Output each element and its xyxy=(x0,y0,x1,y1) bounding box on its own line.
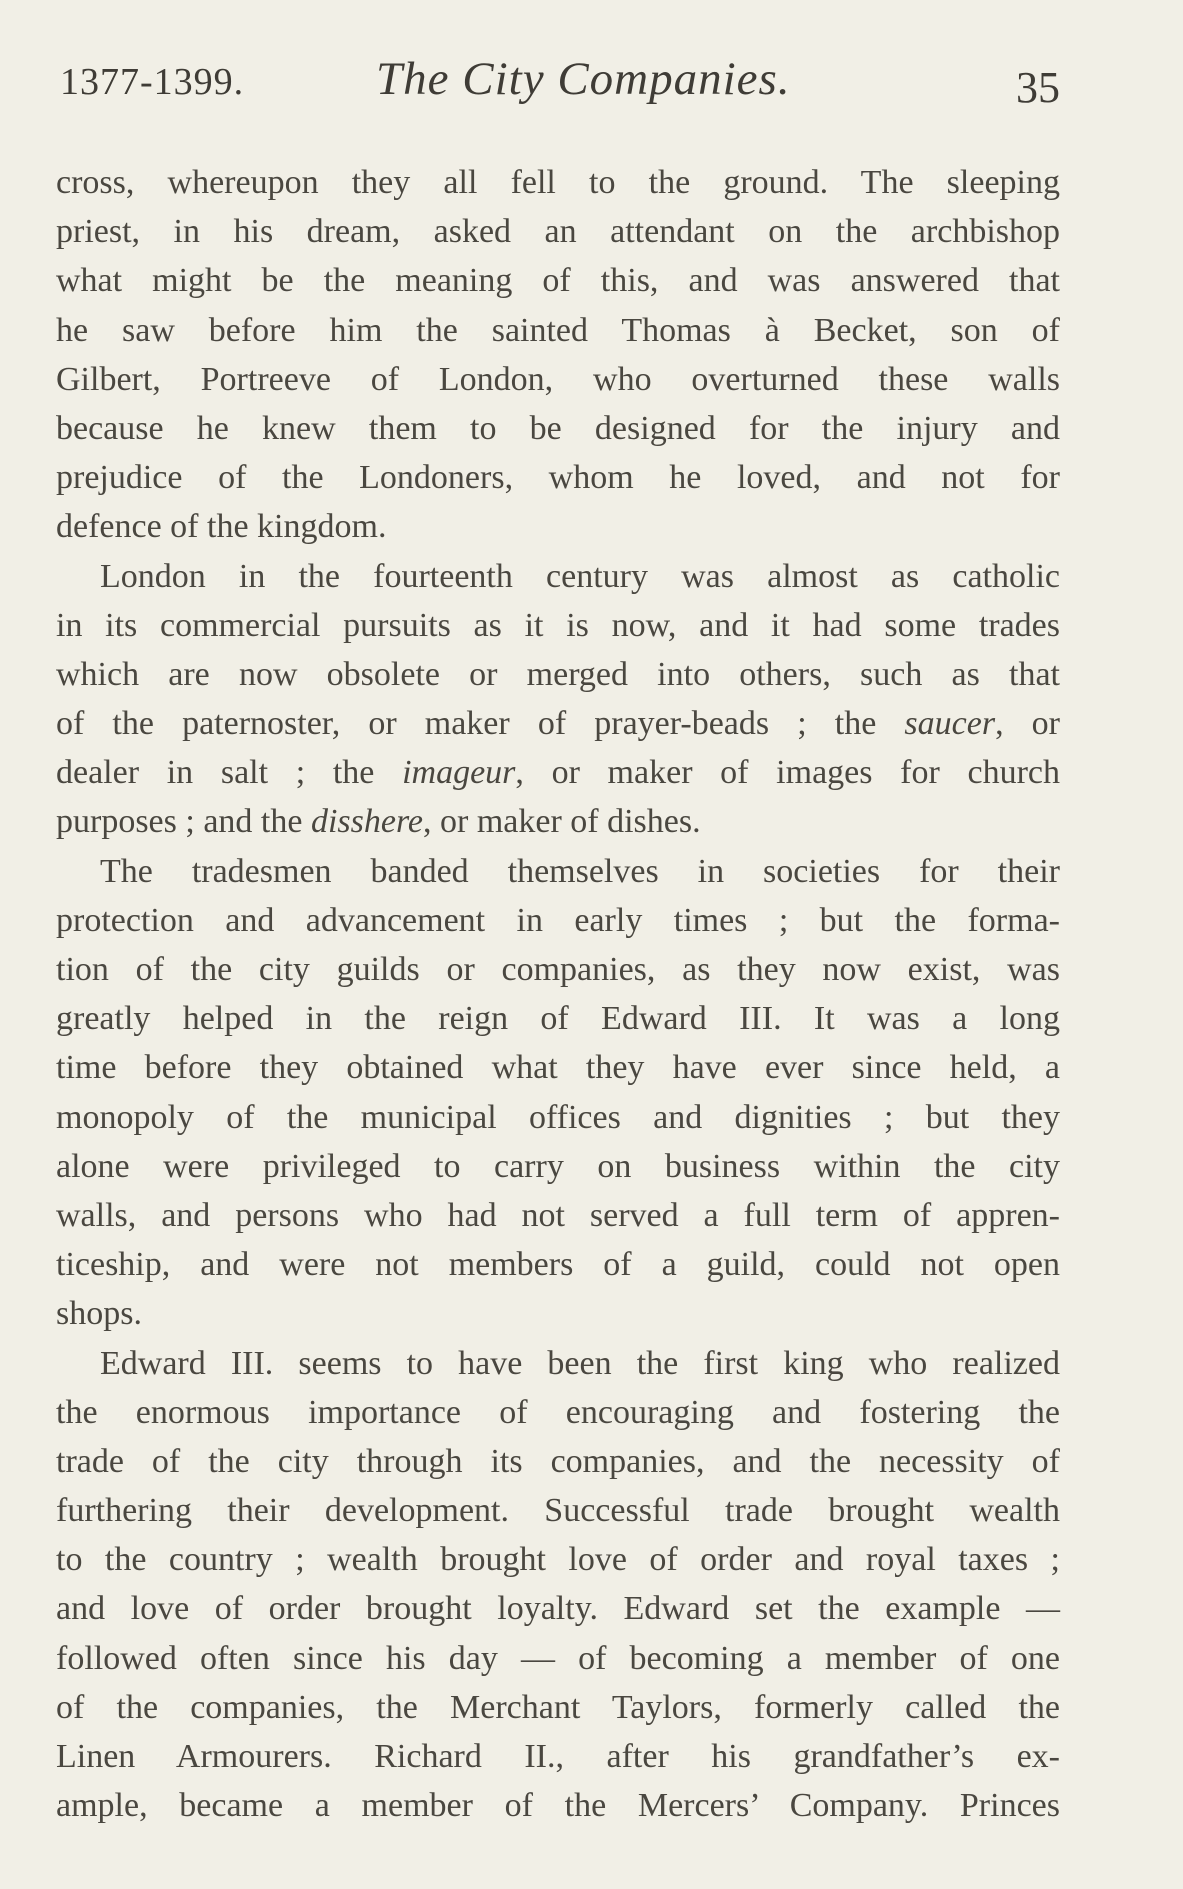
text-line: ample, became a member of the Mercers’ Company. Princes xyxy=(56,1787,1060,1825)
paragraph xyxy=(56,847,1060,1339)
text-line: shops. xyxy=(56,1295,142,1333)
text-line: dealer in salt ; the imageur, or maker of images for church xyxy=(56,754,1060,792)
page-number: 35 xyxy=(1016,63,1060,112)
paragraph xyxy=(56,1339,1060,1831)
text-line: prejudice of the Londoners, whom he loved, and not for xyxy=(56,459,1060,497)
text-line: walls, and persons who had not served a full term of appren- xyxy=(56,1196,1060,1234)
paragraph xyxy=(56,552,1060,847)
text-line: he saw before him the sainted Thomas à Becket, son of xyxy=(56,311,1060,349)
text-line: trade of the city through its companies, and the necessity of xyxy=(56,1442,1060,1480)
text-line: priest, in his dream, asked an attendant on the archbishop xyxy=(56,213,1060,251)
text-line: which are now obsolete or merged into others, such as that xyxy=(56,655,1060,693)
text-line: monopoly of the municipal offices and dignities ; but they xyxy=(56,1098,1060,1136)
text-line: Edward III. seems to have been the first king who realized xyxy=(100,1344,1060,1382)
text-line: Gilbert, Portreeve of London, who overturned these walls xyxy=(56,360,1060,398)
running-head-title: The City Companies. xyxy=(376,53,791,105)
text-line: time before they obtained what they have ever since held, a xyxy=(56,1049,1060,1087)
text-line: defence of the kingdom. xyxy=(56,508,387,546)
body-text xyxy=(56,158,1060,1830)
text-line: ticeship, and were not members of a guild, could not open xyxy=(56,1246,1060,1284)
book-page xyxy=(56,52,1060,1830)
text-line: what might be the meaning of this, and was answered that xyxy=(56,262,1060,300)
text-line: in its commercial pursuits as it is now, and it had some trades xyxy=(56,606,1060,644)
text-line: because he knew them to be designed for the injury and xyxy=(56,409,1060,447)
text-line: The tradesmen banded themselves in societies for their xyxy=(100,852,1060,890)
text-line: London in the fourteenth century was almost as catholic xyxy=(100,557,1060,595)
running-head xyxy=(56,52,1060,124)
text-line: of the companies, the Merchant Taylors, formerly called the xyxy=(56,1688,1060,1726)
text-line: of the paternoster, or maker of prayer-beads ; the saucer, or xyxy=(56,705,1061,743)
text-line: followed often since his day — of becoming a member of one xyxy=(56,1639,1060,1677)
text-line: protection and advancement in early times ; but the forma- xyxy=(56,901,1060,939)
paragraph xyxy=(56,158,1060,552)
text-line: Linen Armourers. Richard II., after his grandfather’s ex- xyxy=(56,1738,1060,1775)
text-line: purposes ; and the disshere, or maker of dishes. xyxy=(56,803,701,841)
text-line: cross, whereupon they all fell to the ground. The sleeping xyxy=(56,164,1060,201)
text-line: tion of the city guilds or companies, as they now exist, was xyxy=(56,951,1060,988)
text-line: the enormous importance of encouraging and fostering the xyxy=(56,1393,1060,1431)
text-line: greatly helped in the reign of Edward III. It was a long xyxy=(56,1000,1060,1038)
running-head-dates: 1377-1399. xyxy=(60,61,245,103)
text-line: furthering their development. Successful trade brought wealth xyxy=(56,1492,1060,1530)
text-line: alone were privileged to carry on business within the city xyxy=(56,1147,1060,1185)
text-line: to the country ; wealth brought love of order and royal taxes ; xyxy=(56,1541,1060,1579)
text-line: and love of order brought loyalty. Edward set the example — xyxy=(56,1590,1060,1628)
